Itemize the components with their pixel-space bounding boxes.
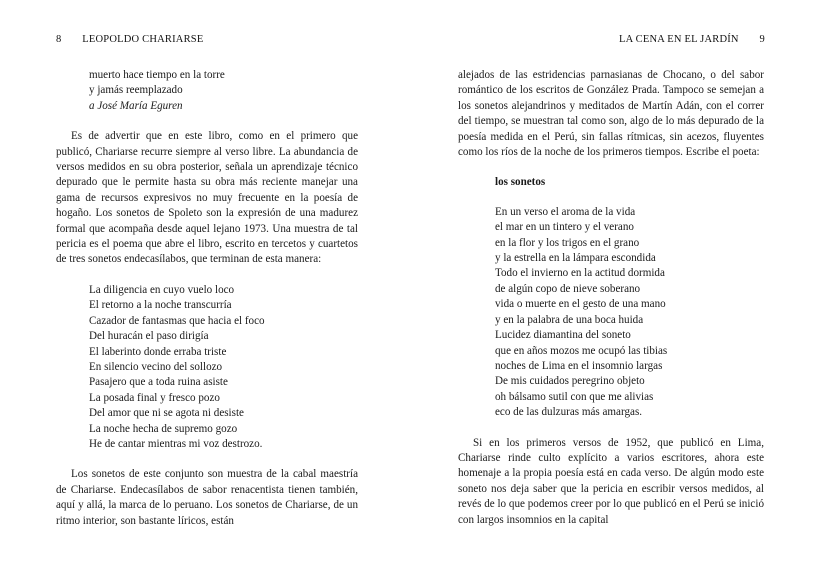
left-page-body — [56, 68, 358, 529]
poem-line: Lucidez diamantina del soneto — [495, 329, 631, 342]
poem — [495, 205, 764, 421]
poem-line: Del huracán el paso dirigía — [89, 330, 209, 343]
poem-line: En un verso el aroma de la vida — [495, 205, 636, 218]
poem-line: de algún copo de nieve soberano — [495, 282, 641, 295]
paragraph: Los sonetos de este conjunto son muestra de la cabal maestría de Chariarse. Endecasílabos de sabor renacentista tienen también, aquí y allá, la marca de lo peruano. Los sonetos de Chariarse, de un ritmo interior, son bastante líricos, están — [56, 468, 358, 527]
poem-line: y la estrella en la lámpara escondida — [495, 252, 656, 265]
page-number: 8 — [56, 34, 62, 45]
left-page — [0, 0, 412, 578]
poem-line: Cazador de fantasmas que hacia el foco — [89, 314, 265, 327]
poem-line: Pasajero que a toda ruina asiste — [89, 376, 228, 389]
right-page-body — [458, 68, 764, 528]
poem-line: La diligencia en cuyo vuelo loco — [89, 283, 235, 296]
poem-line: vida o muerte en el gesto de una mano — [495, 298, 666, 311]
right-page — [413, 0, 825, 578]
poem-line: La noche hecha de supremo gozo — [89, 422, 238, 435]
poem-title: los sonetos — [495, 176, 546, 189]
page-number: 9 — [759, 34, 765, 45]
running-head: LEOPOLDO CHARIARSE — [82, 34, 204, 45]
epigraph-line: muerto hace tiempo en la torre — [89, 69, 225, 81]
poem-line: noches de Lima en el insomnio largas — [495, 359, 663, 372]
paragraph: Es de advertir que en este libro, como en el primero que publicó, Chariarse recurre siempre al verso libre. La abundancia de versos medidos en su obra posterior, señala un aprendizaje técnico depurado que le permite hasta su obra más reciente manejar una gama de recursos expresivos no muy frecuente en la poesía de hogaño. Los sonetos de Spoleto son la expresión de una madurez formal que acompaña desde aquel lejano 1973. Una muestra de tal pericia es el poema que abre el libro, escrito en tercetos y cuartetos de tres sonetos endecasílabos, que terminan de esta manera: — [56, 130, 358, 266]
paragraph: alejados de las estridencias parnasianas de Chocano, o del sabor romántico de los escritos de González Prada. Tampoco se semejan a los sonetos alejandrinos y meditados de Martín Adán, con el correr del tiempo, se muestran tal como son, algo de lo más depurado de la poesía medida en el Perú, sin fallas rítmicas, sin acezos, fluyentes como los ríos de la noche de los primeros tiempos. Escribe el poeta: — [458, 69, 764, 159]
poem-line: La posada final y fresco pozo — [89, 391, 220, 404]
poem-line: He de cantar mientras mi voz destrozo. — [89, 437, 263, 450]
poem-line: Del amor que ni se agota ni desiste — [89, 407, 244, 420]
epigraph-line: y jamás reemplazado — [89, 84, 183, 97]
poem — [89, 283, 358, 452]
poem-line: y en la palabra de una boca huida — [495, 313, 644, 326]
running-head: LA CENA EN EL JARDÍN — [619, 34, 739, 45]
poem-line: oh bálsamo sutil con que me alivias — [495, 390, 654, 403]
poem-line: en la flor y los trigos en el grano — [495, 236, 640, 249]
poem-line: el mar en un tintero y el verano — [495, 221, 634, 234]
left-page-header — [56, 34, 203, 45]
paragraph: Si en los primeros versos de 1952, que publicó en Lima, Chariarse rinde culto explícito a varios escritores, ahora este homenaje a la propia poesía está en cada verso. De algún modo este soneto nos deja saber que la pericia en escribir versos medidos, al revés de lo que podemos creer por lo que publicó en el Perú se inició con largos insomnios en la capital — [458, 436, 764, 526]
poem-line: que en años mozos me ocupó las tibias — [495, 344, 668, 357]
poem-line: En silencio vecino del sollozo — [89, 360, 223, 373]
right-page-header — [619, 34, 765, 45]
poem-line: El retorno a la noche transcurría — [89, 299, 232, 312]
poem-line: De mis cuidados peregrino objeto — [495, 375, 645, 388]
poem-line: Todo el invierno en la actitud dormida — [495, 267, 665, 280]
poem-line: El laberinto donde erraba triste — [89, 345, 227, 358]
poem-line: eco de las dulzuras más amargas. — [495, 406, 643, 419]
epigraph — [89, 68, 358, 114]
epigraph-attribution: a José María Eguren — [89, 99, 183, 112]
